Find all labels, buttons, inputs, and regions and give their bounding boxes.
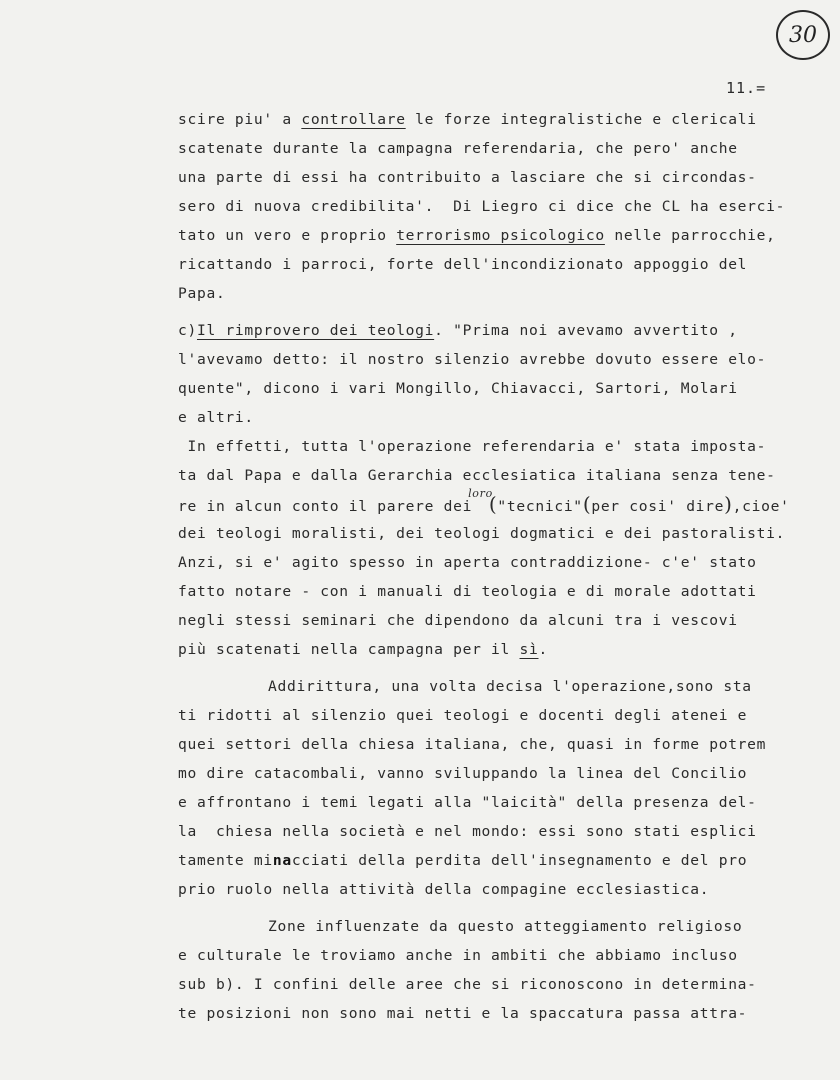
- text-line: una parte di essi ha contribuito a lasciare che si circondas-: [178, 169, 757, 186]
- text-line: ricattando i parroci, forte dell'incondizionato appoggio del: [178, 256, 748, 273]
- text-line: fatto notare - con i manuali di teologia e di morale adottati: [178, 583, 757, 600]
- text-line: ti ridotti al silenzio quei teologi e docenti degli atenei e: [178, 707, 748, 724]
- annotated-text-line: re in alcun conto il parere dei$^{loro}$("tecnici"(per cosi' dire),cioe': [178, 487, 790, 516]
- handwritten-page-number: 30: [776, 10, 830, 60]
- text-line: negli stessi seminari che dipendono da alcuni tra i vescovi: [178, 612, 738, 629]
- typed-page-number: 11.=: [726, 79, 767, 97]
- text-line: la chiesa nella società e nel mondo: essi sono stati esplici: [178, 823, 757, 840]
- text-line: tato un vero e proprio terrorismo psicologico nelle parrocchie,: [178, 227, 776, 244]
- text-line: Addirittura, una volta decisa l'operazione,sono sta: [268, 678, 752, 695]
- text-line: dei teologi moralisti, dei teologi dogmatici e dei pastoralisti.: [178, 525, 786, 542]
- text-line: tamente minacciati della perdita dell'insegnamento e del pro: [178, 852, 748, 869]
- text-line: quei settori della chiesa italiana, che, quasi in forme potrem: [178, 736, 767, 753]
- text-line: mo dire catacombali, vanno sviluppando la linea del Concilio: [178, 765, 748, 782]
- text-line: sub b). I confini delle aree che si riconoscono in determina-: [178, 976, 757, 993]
- text-line: prio ruolo nella attività della compagine ecclesiastica.: [178, 881, 710, 898]
- section-heading-line: c)Il rimprovero dei teologi. "Prima noi avevamo avvertito ,: [178, 322, 738, 339]
- text-line: più scatenati nella campagna per il sì.: [178, 641, 548, 658]
- text-line: e affrontano i temi legati alla "laicità" della presenza del-: [178, 794, 757, 811]
- text-line: te posizioni non sono mai netti e la spaccatura passa attra-: [178, 1005, 748, 1022]
- typed-text-body: [178, 105, 818, 1028]
- handwritten-correction: na: [272, 852, 292, 869]
- text-line: sero di nuova credibilita'. Di Liegro ci dice che CL ha eserci-: [178, 198, 786, 215]
- text-line: quente", dicono i vari Mongillo, Chiavacci, Sartori, Molari: [178, 380, 738, 397]
- text-line: e culturale le troviamo anche in ambiti che abbiamo incluso: [178, 947, 738, 964]
- text-line: In effetti, tutta l'operazione referendaria e' stata imposta-: [178, 438, 767, 455]
- text-line: l'avevamo detto: il nostro silenzio avrebbe dovuto essere elo-: [178, 351, 767, 368]
- text-line: e altri.: [178, 409, 254, 426]
- text-line: Papa.: [178, 285, 226, 302]
- text-line: scatenate durante la campagna referendaria, che pero' anche: [178, 140, 738, 157]
- handwritten-annotation: loro: [468, 487, 493, 500]
- text-line: Zone influenzate da questo atteggiamento religioso: [268, 918, 743, 935]
- text-line: scire piu' a controllare le forze integralistiche e clericali: [178, 111, 757, 128]
- text-line: ta dal Papa e dalla Gerarchia ecclesiatica italiana senza tene-: [178, 467, 776, 484]
- text-line: Anzi, si e' agito spesso in aperta contraddizione- c'e' stato: [178, 554, 757, 571]
